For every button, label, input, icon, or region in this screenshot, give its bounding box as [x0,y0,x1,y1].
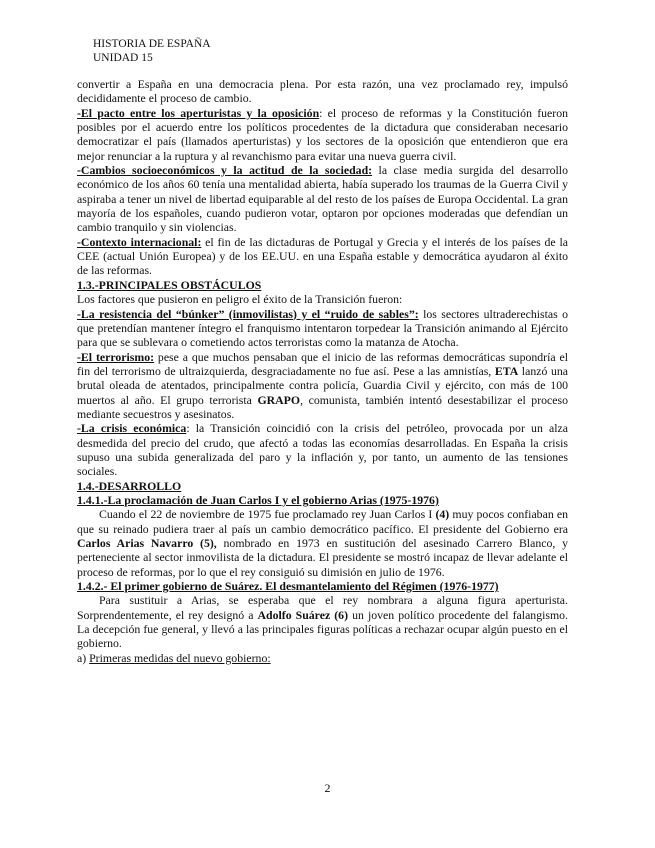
paragraph-contexto-title: -Contexto internacional: [77,234,202,249]
paragraph-terrorismo-text-c: lanzó una brutal oleada de atentados, principalmente contra policía, Guardia Civil y ejército, con más de 100 muertos al año. El grupo terrorista [77,363,568,407]
list-item-primeras-medidas [77,651,568,665]
paragraph-contexto [77,235,568,278]
subsection-heading-suarez: 1.4.2.- El primer gobierno de Suárez. El desmantelamiento del Régimen (1976-1977) [77,579,499,594]
paragraph-suarez-text-c: un joven político procedente del falangismo. La decepción fue general, y llevó a las principales figuras políticas a rechazar ocupar algún puesto en el gobierno. [77,607,568,651]
header-unit: UNIDAD 15 [93,52,153,64]
paragraph-bunker [77,307,568,350]
paragraph-crisis [77,421,568,478]
paragraph-pacto-title: -El pacto entre los aperturistas y la oposición [77,105,320,120]
paragraph-terrorismo-title: -El terrorismo: [77,349,155,364]
paragraph-bunker-title: -La resistencia del “búnker” (inmovilistas) y el “ruido de sables”: [77,306,419,321]
paragraph-cambios [77,163,568,235]
paragraph-crisis-title: -La crisis económica [77,421,187,436]
paragraph-cambios-text: la clase media surgida del desarrollo económico de los años 60 tenía una mentalidad abierta, había superado los traumas de la Guerra Civil y aspiraba a tener un nivel de libertad equiparable al del resto de los países de Europa Occidental. La gran mayoría de los españoles, cuando pudieron votar, optaron por opciones moderadas que defendían un cambio tranquilo y sin violencias. [77,163,569,235]
section-heading-obstaculos: 1.3.-PRINCIPALES OBSTÁCULOS [77,277,262,292]
paragraph-suarez-text-a: Para sustituir a Arias, se esperaba que el rey nombrara a alguna figura aperturista. Sorprendentemente, el rey designó a [77,593,568,622]
paragraph-contexto-text: el fin de las dictaduras de Portugal y Grecia y el interés de los países de la CEE (actual Unión Europea) y de los EE.UU. en una España estable y democrática ayudaron al éxito de las reformas. [77,234,568,278]
list-item-title: Primeras medidas del nuevo gobierno: [89,650,271,665]
paragraph-bunker-text: los sectores ultraderechistas o que pretendían mantener íntegro el franquismo intentaron torpedear la Transición animando al Ejército para que se sublevara o cometiendo actos terroristas como la matanza de Atocha. [77,306,568,350]
paragraph-pacto-text: : el proceso de reformas y la Constitución fueron posibles por el acuerdo entre los políticos procedentes de la dictadura que consideraban necesario democratizar el país (llamados aperturistas) y los sectores de la oposición que entendieron que era mejor renunciar a la ruptura y al revanchismo para evitar una nueva guerra civil. [77,105,568,163]
document-body [77,77,568,665]
paragraph-cambios-title: -Cambios socioeconómicos y la actitud de la sociedad: [77,163,373,178]
paragraph-proclamacion-text-c: muy pocos confiaban en que su reinado pudiera traer al país un cambio democrático pacífico. El presidente del Gobierno era [77,507,569,536]
paragraph-intro: convertir a España en una democracia plena. Por esta razón, una vez proclamado rey, impulsó decididamente el proceso de cambio. [77,77,568,106]
list-marker: a) [77,650,90,665]
paragraph-proclamacion [77,507,568,579]
paragraph-obstaculos-intro: Los factores que pusieron en peligro el éxito de la Transición fueron: [77,292,403,307]
paragraph-proclamacion-text-d: nombrado en 1973 en sustitución del asesinado Carrero Blanco, y perteneciente al sector inmovilista de la dictadura. El presidente se mostró incapaz de llevar adelante el proceso de reformas, por lo que el rey consiguió su dimisión en julio de 1976. [77,536,568,579]
term-grapo: GRAPO [257,392,301,407]
paragraph-suarez [77,593,568,650]
section-heading-desarrollo: 1.4.-DESARROLLO [77,478,182,493]
term-arias-navarro: Carlos Arias Navarro (5), [77,536,217,550]
paragraph-proclamacion-text-a: Cuando el 22 de noviembre de 1975 fue proclamado rey Juan Carlos I [99,507,436,522]
header-subject: HISTORIA DE ESPAÑA [93,38,211,50]
page-number: 2 [324,781,331,795]
paragraph-crisis-text: : la Transición coincidió con la crisis del petróleo, provocada por un alza desmedida del precio del crudo, que afectó a todas las economías desarrolladas. En España la crisis supuso una subida generalizada del paro y la inflación y, por tanto, un aumento de las tensiones sociales. [77,421,569,479]
paragraph-terrorismo [77,350,568,422]
paragraph-terrorismo-text-a: pese a que muchos pensaban que el inicio de las reformas democráticas supondría el fin del terrorismo de ultraizquierda, desgraciadamente no fue así. Pese a las amnistías, [77,349,569,378]
ref-4: (4) [435,507,450,522]
page-header [93,37,211,65]
paragraph-terrorismo-text-d: , comunista, también intentó desestabilizar el proceso mediante secuestros y asesinatos. [77,392,568,421]
term-adolfo-suarez: Adolfo Suárez (6) [257,607,349,622]
subsection-heading-proclamacion: 1.4.1.-La proclamación de Juan Carlos I y el gobierno Arias (1975-1976) [77,492,439,507]
paragraph-pacto [77,106,568,163]
term-eta: ETA [494,363,519,378]
